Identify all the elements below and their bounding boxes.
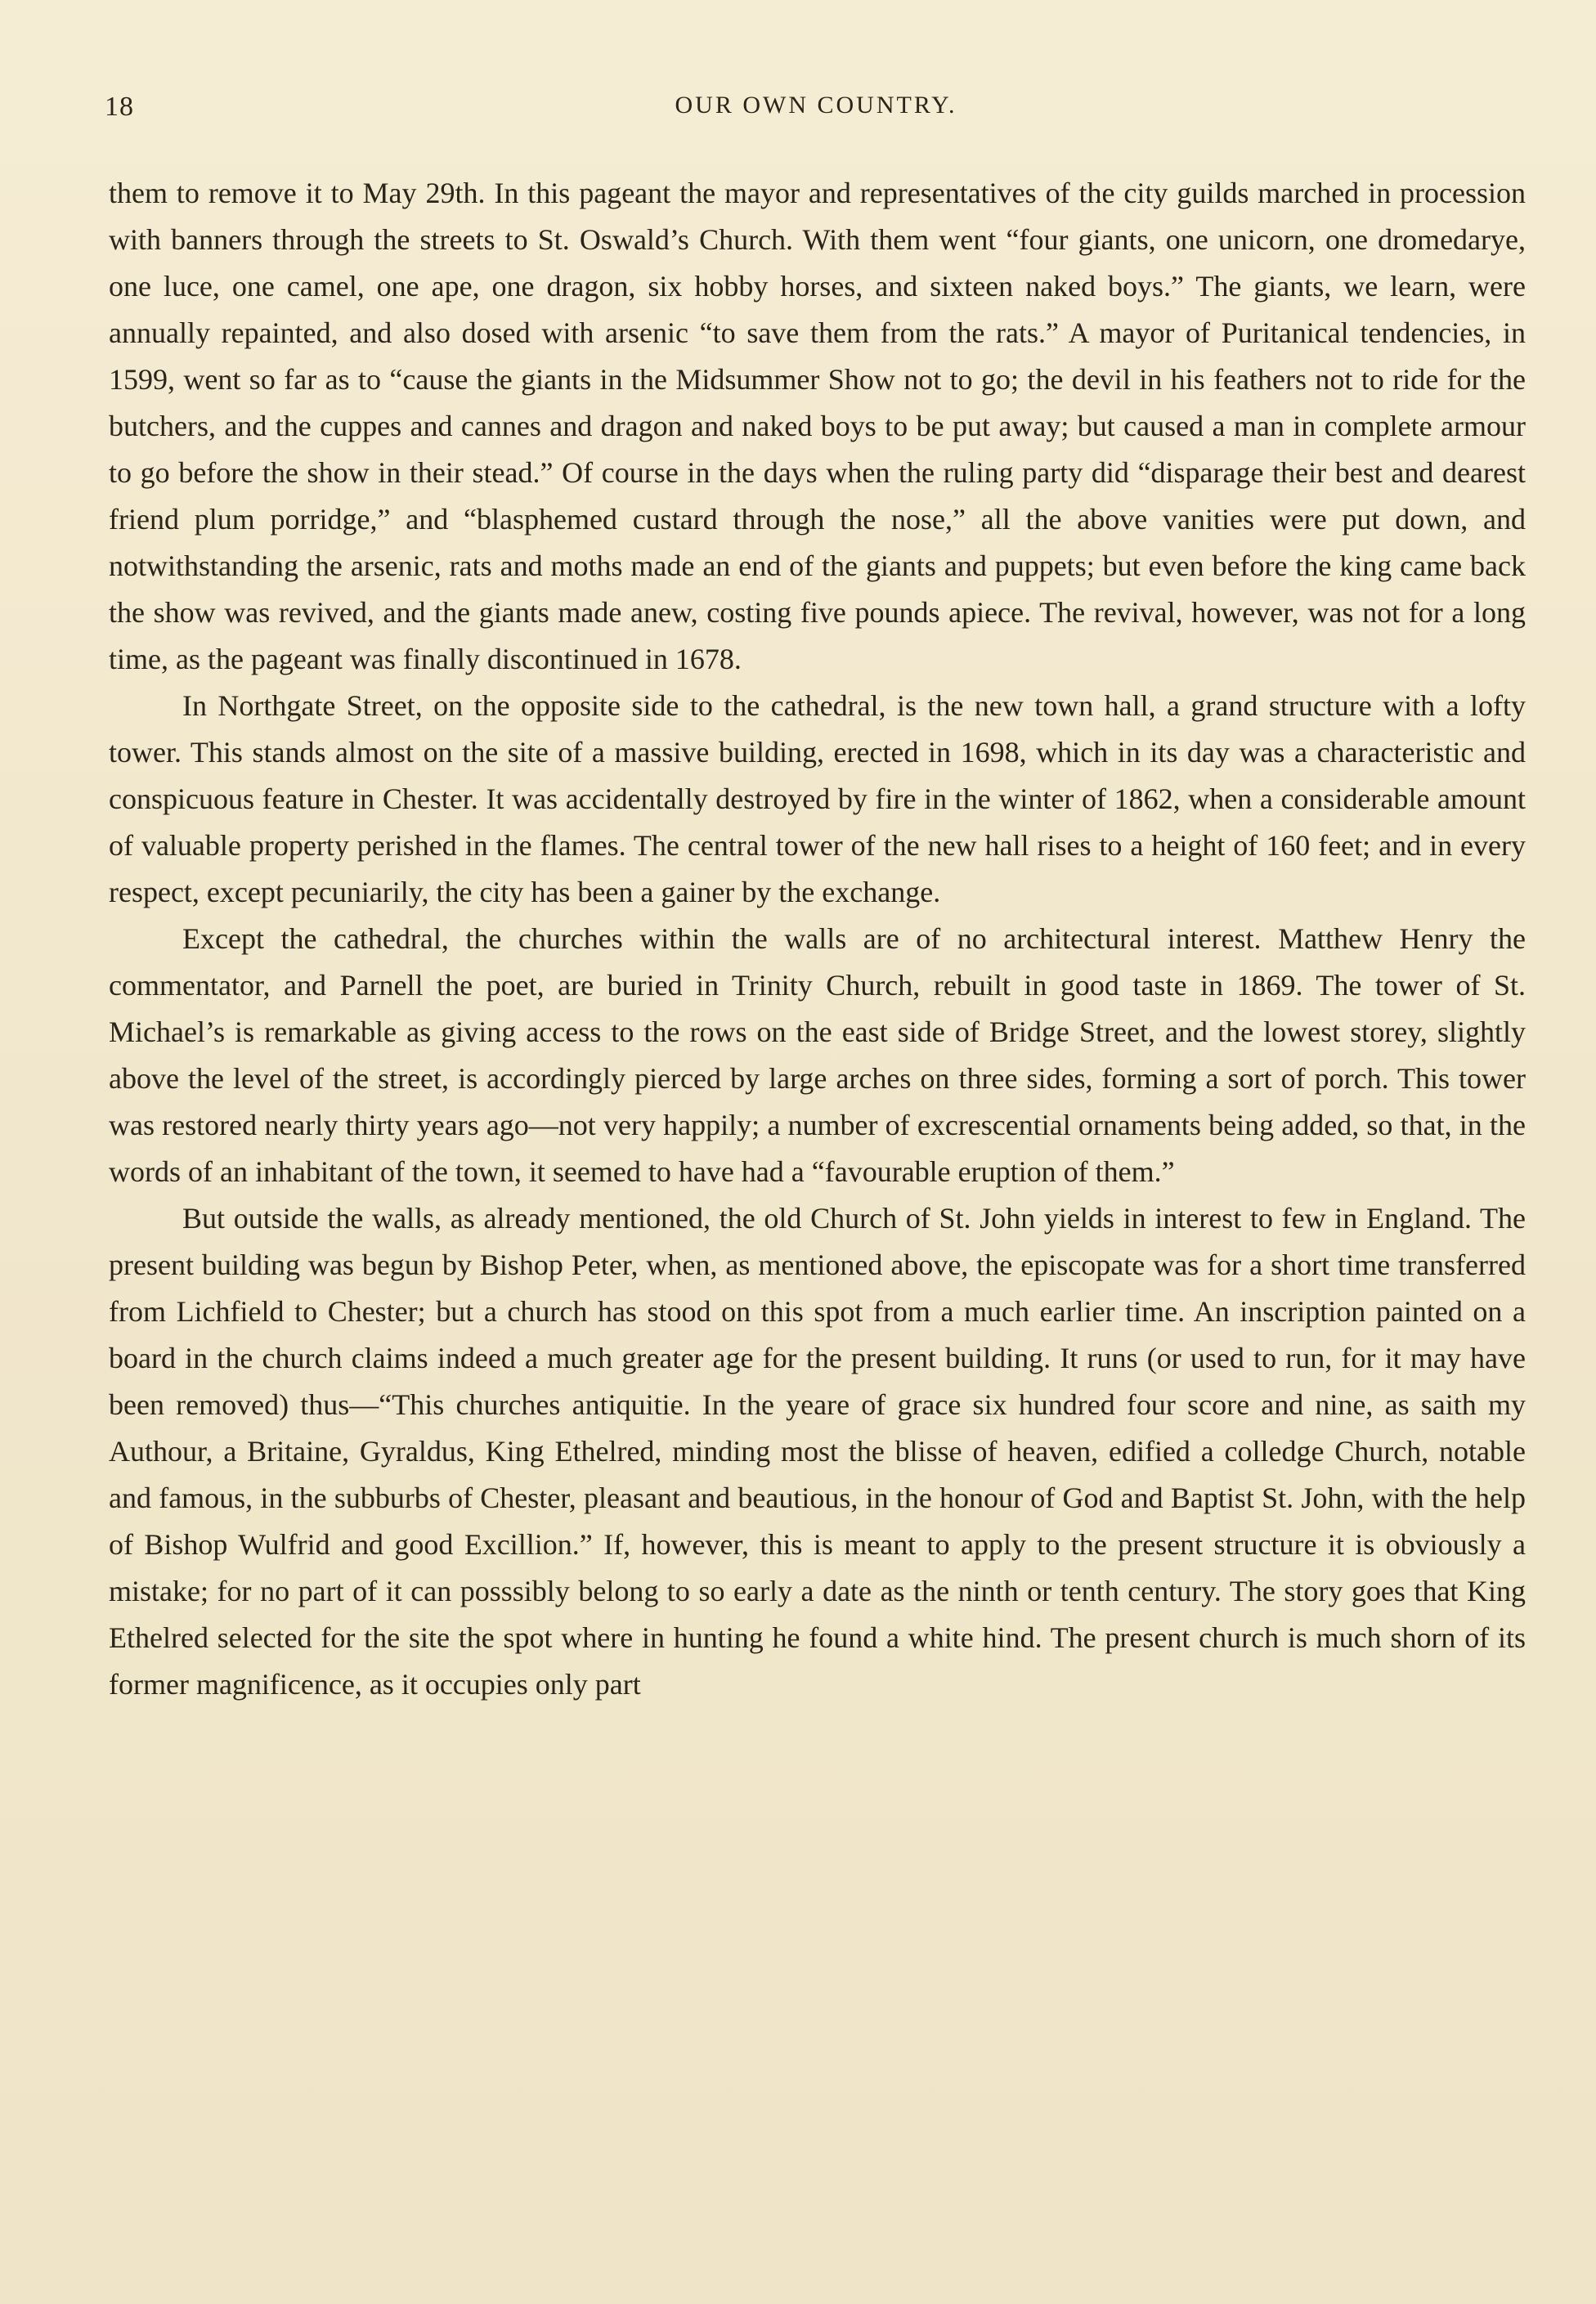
- paragraph-churches: Except the cathedral, the churches within the walls are of no architectural interest. Matthew Henry the commentator, and Parnell the poet, are buried in Trinity Church, rebuilt in good taste in 1869. The tower of St. Michael’s is remarkable as giving access to the rows on the east side of Bridge Street, and the lowest storey, slightly above the level of the street, is accordingly pierced by large arches on three sides, forming a sort of porch. This tower was restored nearly thirty years ago—not very happily; a number of excrescential ornaments being added, so that, in the words of an inhabitant of the town, it seemed to have had a “favourable eruption of them.”: [109, 922, 1526, 1188]
- page-number: 18: [105, 92, 134, 122]
- body-text: [109, 170, 1526, 1708]
- paragraph-continuation: them to remove it to May 29th. In this pageant the mayor and representatives of the city guilds marched in procession with banners through the streets to St. Oswald’s Church. With them went “four giants, one unicorn, one dromedarye, one luce, one camel, one ape, one dragon, six hobby horses, and sixteen naked boys.” The giants, we learn, were annually repainted, and also dosed with arsenic “to save them from the rats.” A mayor of Puritanical tendencies, in 1599, went so far as to “cause the giants in the Midsummer Show not to go; the devil in his feathers not to ride for the butchers, and the cuppes and cannes and dragon and naked boys to be put away; but caused a man in complete armour to go before the show in their stead.” Of course in the days when the ruling party did “disparage their best and dearest friend plum porridge,” and “blasphemed custard through the nose,” all the above vanities were put down, and notwithstanding the arsenic, rats and moths made an end of the giants and puppets; but even before the king came back the show was revived, and the giants made anew, costing five pounds apiece. The revival, however, was not for a long time, as the pageant was finally discontinued in 1678.: [109, 177, 1526, 675]
- paragraph-st-john: But outside the walls, as already mentioned, the old Church of St. John yields in interest to few in England. The present building was begun by Bishop Peter, when, as mentioned above, the episcopate was for a short time transferred from Lichfield to Chester; but a church has stood on this spot from a much earlier time. An inscription painted on a board in the church claims indeed a much greater age for the present building. It runs (or used to run, for it may have been removed) thus—“This churches antiquitie. In the yeare of grace six hundred four score and nine, as saith my Authour, a Britaine, Gyraldus, King Ethelred, minding most the blisse of heaven, edified a colledge Church, notable and famous, in the subburbs of Chester, pleasant and beautious, in the honour of God and Baptist St. John, with the help of Bishop Wulfrid and good Excillion.” If, however, this is meant to apply to the present structure it is obviously a mistake; for no part of it can posssibly belong to so early a date as the ninth or tenth century. The story goes that King Ethelred selected for the site the spot where in hunting he found a white hind. The present church is much shorn of its former magnificence, as it occupies only part: [109, 1202, 1526, 1701]
- paragraph-town-hall: In Northgate Street, on the opposite side to the cathedral, is the new town hall, a grand structure with a lofty tower. This stands almost on the site of a massive building, erected in 1698, which in its day was a characteristic and conspicuous feature in Chester. It was accidentally destroyed by fire in the winter of 1862, when a considerable amount of valuable property perished in the flames. The central tower of the new hall rises to a height of 160 feet; and in every respect, except pecuniarily, the city has been a gainer by the exchange.: [109, 689, 1526, 908]
- running-title: OUR OWN COUNTRY.: [675, 92, 957, 119]
- page-header: [105, 92, 1527, 132]
